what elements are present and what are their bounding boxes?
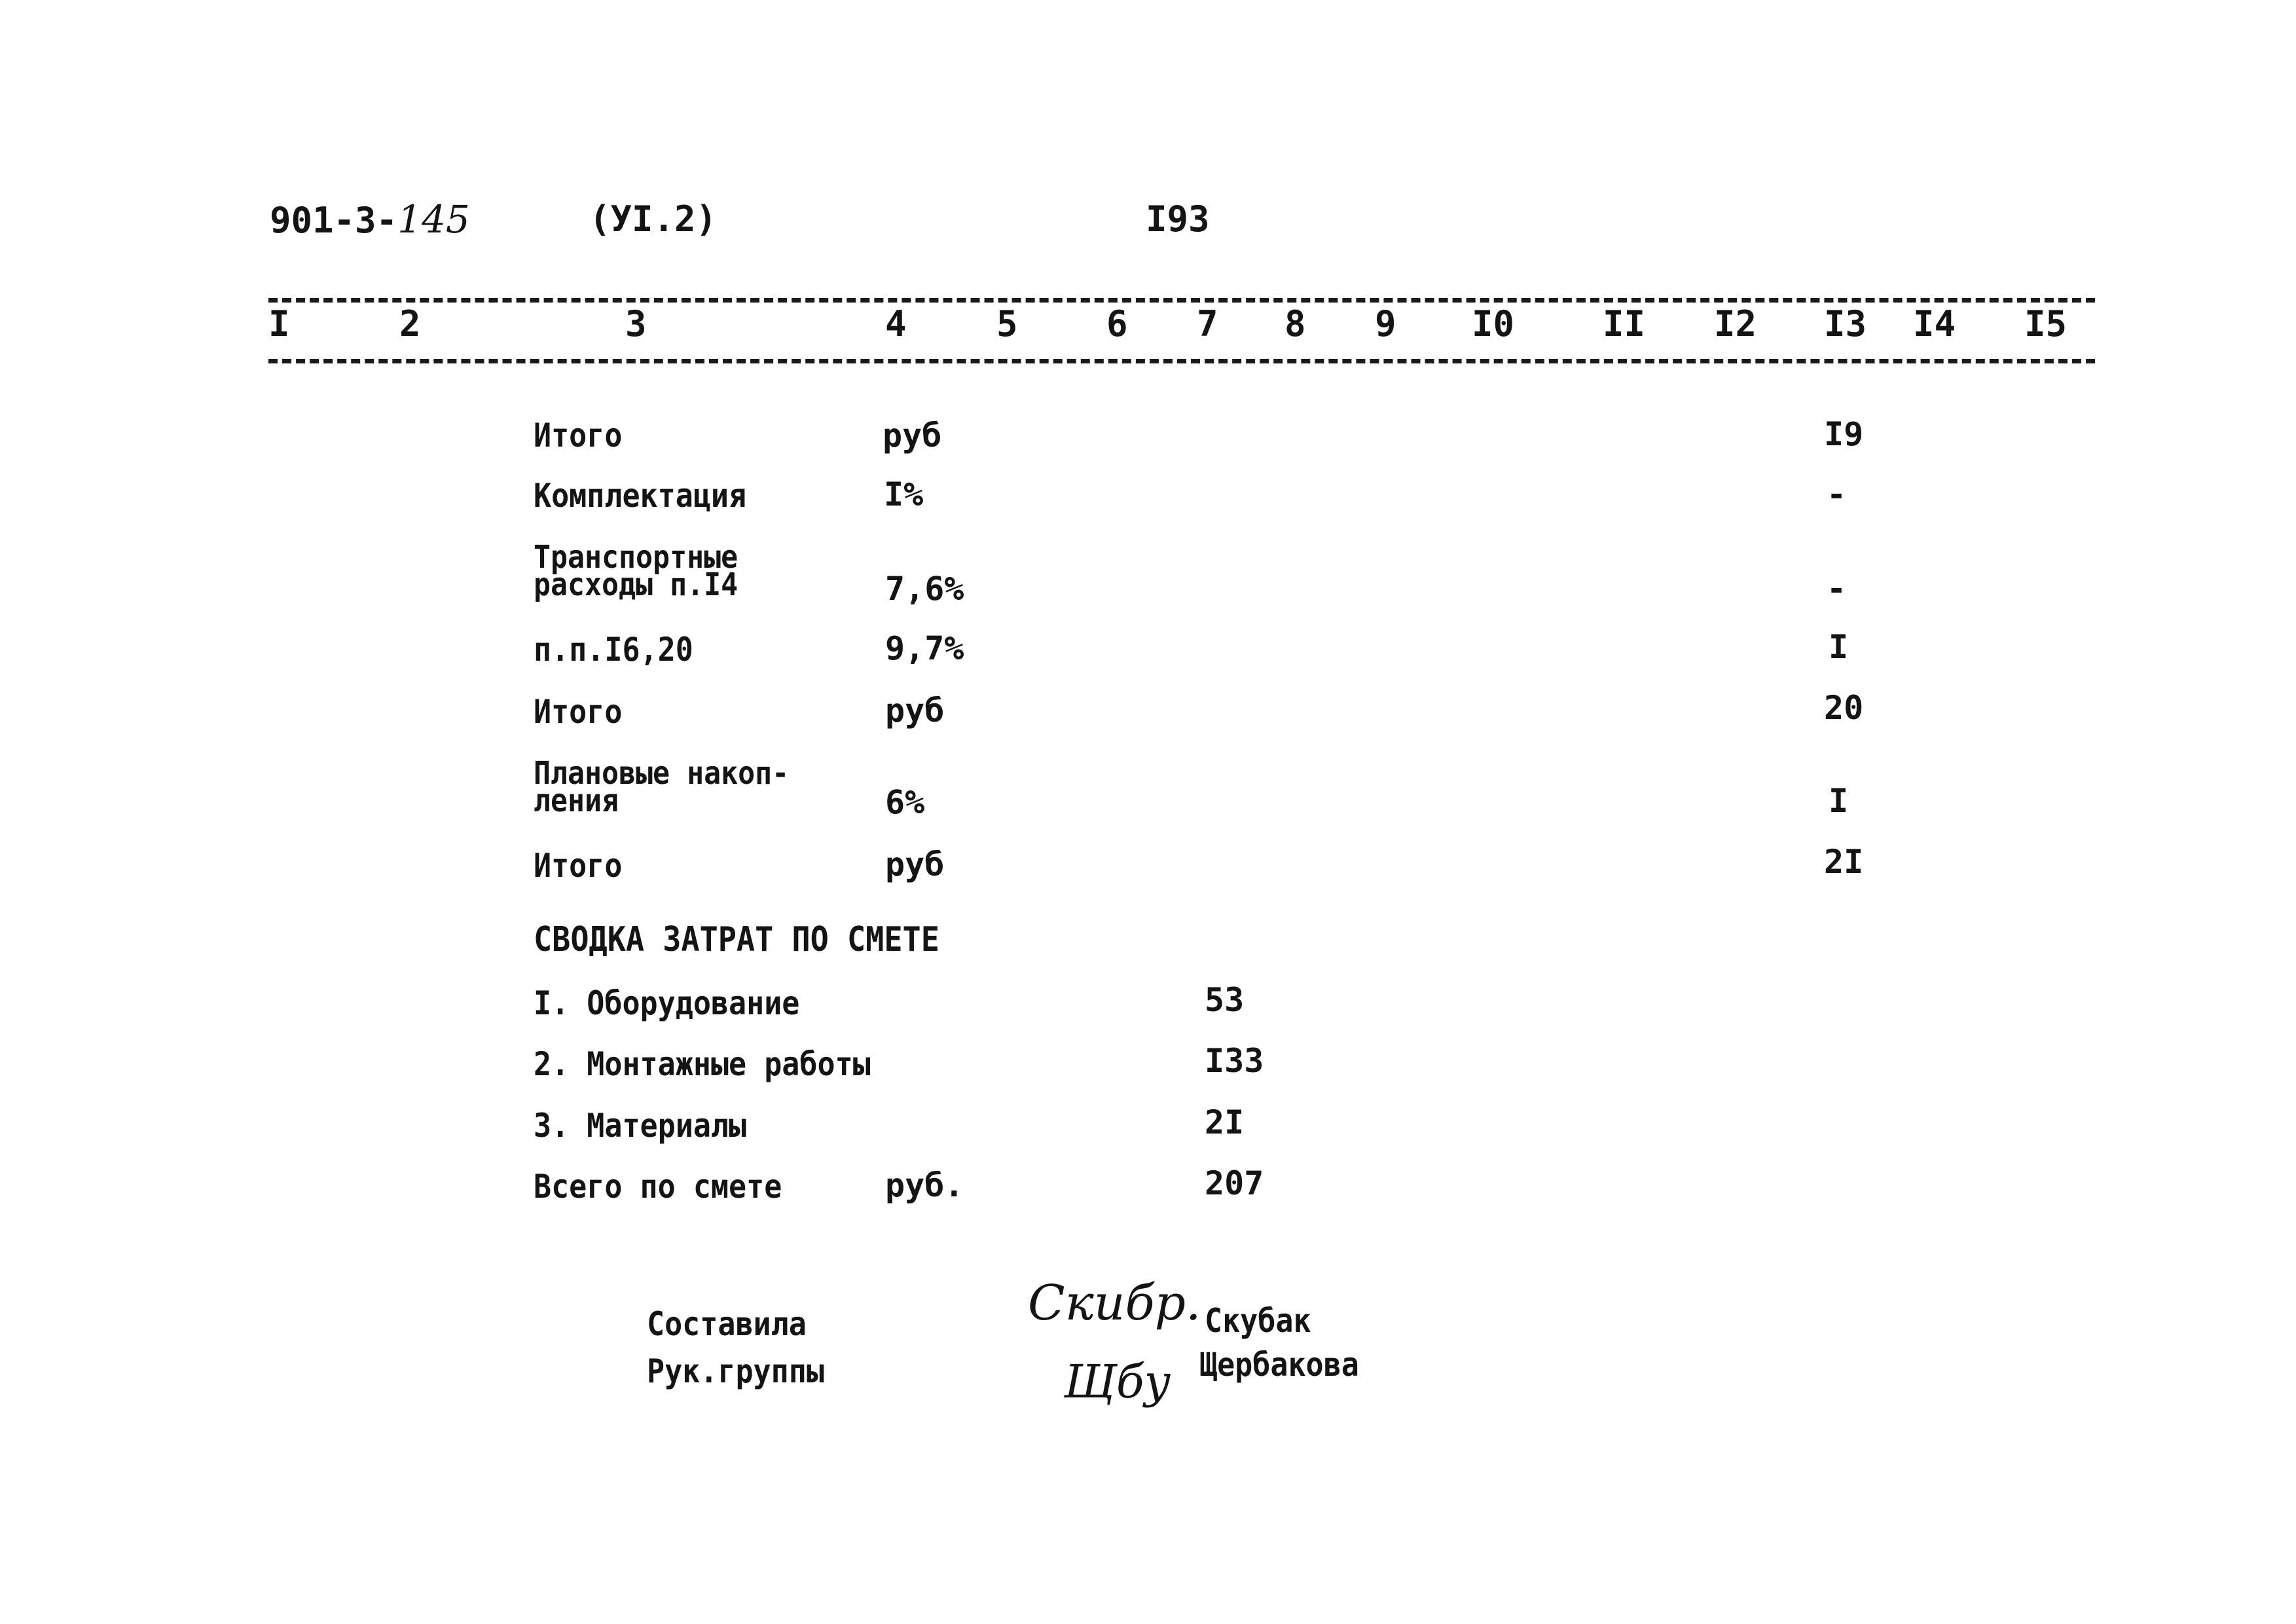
summary-title: СВОДКА ЗАТРАТ ПО СМЕТЕ <box>534 920 939 959</box>
row-value: 2I <box>1824 843 1864 881</box>
row-label: Транспортные расходы п.I4 <box>534 539 738 603</box>
column-number: I <box>268 303 290 344</box>
column-number: I3 <box>1824 303 1867 344</box>
row-unit: 9,7% <box>885 629 964 667</box>
column-strip-bottom-rule <box>268 359 2095 363</box>
doc-code-printed: 901-3- <box>270 200 398 241</box>
row-label: п.п.I6,20 <box>534 631 693 669</box>
row-value: - <box>1827 570 1847 608</box>
summary-item-label: 2. Монтажные работы <box>534 1045 871 1083</box>
row-value: 20 <box>1824 689 1864 727</box>
doc-code-handwritten: 145 <box>397 197 470 242</box>
column-number: 7 <box>1197 303 1218 344</box>
row-label: Плановые накоп- ления <box>534 755 790 819</box>
column-number: 6 <box>1106 303 1128 344</box>
summary-total-label: Всего по смете <box>534 1168 782 1206</box>
row-unit: 6% <box>885 783 925 821</box>
summary-item-value: 53 <box>1205 981 1245 1019</box>
column-number: II <box>1603 303 1646 344</box>
column-number: 5 <box>996 303 1018 344</box>
summary-total-unit: руб. <box>885 1166 964 1204</box>
column-number: 2 <box>399 303 421 344</box>
column-number: 4 <box>885 303 907 344</box>
column-number: 3 <box>625 303 647 344</box>
row-unit: I% <box>884 475 924 513</box>
column-strip-top-rule <box>268 298 2095 303</box>
summary-item-value: 2I <box>1205 1103 1245 1141</box>
row-unit: 7,6% <box>885 570 964 608</box>
row-value: I <box>1829 628 1849 666</box>
row-label: Итого <box>534 693 623 731</box>
signature-handwriting: Щбу <box>1064 1355 1171 1409</box>
summary-item-value: I33 <box>1205 1042 1264 1080</box>
column-number: I2 <box>1714 303 1757 344</box>
row-label: Итого <box>534 847 623 885</box>
column-number: I5 <box>2024 303 2068 344</box>
column-number: I4 <box>1913 303 1956 344</box>
signature-name: Скубак <box>1205 1302 1311 1340</box>
column-number: I0 <box>1472 303 1515 344</box>
row-unit: руб <box>885 692 945 729</box>
signature-handwriting: Скибр. <box>1028 1275 1201 1331</box>
summary-item-label: 3. Материалы <box>534 1107 747 1145</box>
row-value: I <box>1829 782 1849 820</box>
summary-item-label: I. Оборудование <box>534 984 800 1022</box>
signature-role: Составила <box>647 1305 807 1343</box>
row-label: Комплектация <box>534 477 747 515</box>
column-number: 8 <box>1285 303 1306 344</box>
row-unit: руб <box>883 416 942 454</box>
row-label: Итого <box>534 416 623 454</box>
page-number: I93 <box>1146 198 1210 240</box>
row-value: I9 <box>1824 415 1864 453</box>
row-unit: руб <box>885 845 945 883</box>
column-number: 9 <box>1375 303 1396 344</box>
doc-code <box>270 197 470 242</box>
section-label: (УI.2) <box>589 198 718 240</box>
signature-name: Щербакова <box>1199 1346 1359 1384</box>
signature-role: Рук.группы <box>647 1352 824 1390</box>
summary-total-value: 207 <box>1205 1164 1264 1202</box>
row-value: - <box>1827 475 1847 513</box>
